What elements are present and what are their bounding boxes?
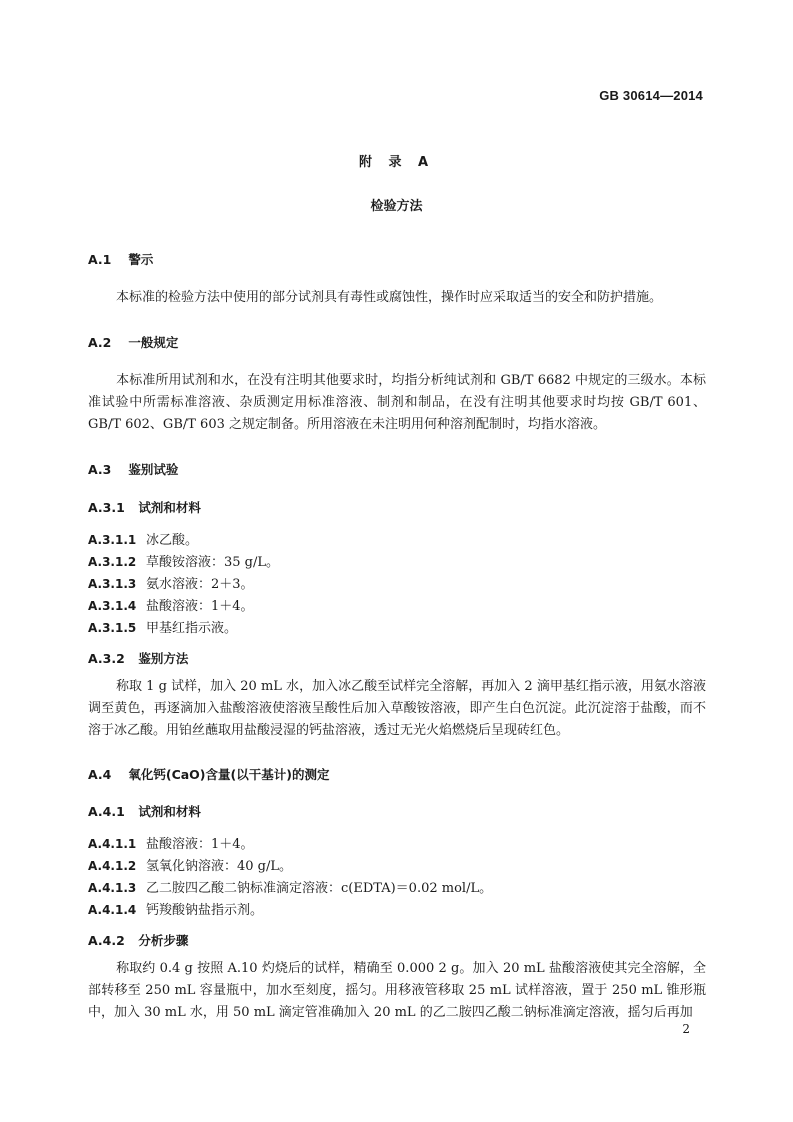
section-title: 鉴别方法 bbox=[138, 651, 189, 666]
section-title: 鉴别试验 bbox=[128, 462, 179, 477]
section-heading-a31 bbox=[88, 498, 201, 516]
section-title: 试剂和材料 bbox=[138, 804, 201, 819]
list-item bbox=[88, 855, 292, 874]
section-number: A.4 bbox=[88, 767, 112, 782]
list-item bbox=[88, 617, 237, 636]
item-number: A.4.1.4 bbox=[88, 903, 137, 917]
section-title: 警示 bbox=[128, 252, 154, 267]
item-number: A.4.1.2 bbox=[88, 859, 137, 873]
standard-code: GB 30614—2014 bbox=[599, 88, 703, 103]
section-number: A.3.1 bbox=[88, 500, 125, 515]
item-number: A.4.1.1 bbox=[88, 837, 137, 851]
item-number: A.3.1.1 bbox=[88, 533, 137, 547]
item-text: 氨水溶液：2＋3。 bbox=[146, 577, 254, 592]
section-heading-a3 bbox=[88, 460, 178, 478]
section-heading-a42 bbox=[88, 931, 188, 949]
item-number: A.3.1.2 bbox=[88, 555, 137, 569]
section-number: A.4.2 bbox=[88, 933, 125, 948]
section-number: A.3 bbox=[88, 462, 112, 477]
item-number: A.3.1.5 bbox=[88, 621, 137, 635]
item-number: A.3.1.3 bbox=[88, 577, 137, 591]
item-text: 氢氧化钠溶液：40 g/L。 bbox=[146, 859, 293, 874]
section-number: A.4.1 bbox=[88, 804, 125, 819]
appendix-label: 附 录 A bbox=[358, 155, 435, 170]
paragraph-a42 bbox=[88, 958, 706, 1024]
list-item bbox=[88, 529, 198, 548]
appendix-title: 检验方法 bbox=[370, 199, 423, 214]
section-heading-a32 bbox=[88, 649, 188, 667]
paragraph-text: 本标准所用试剂和水，在没有注明其他要求时，均指分析纯试剂和 GB/T 6682 中规定的三级水。本标准试验中所需标准溶液、杂质测定用标准溶液、制剂和制品，在没有注明其他要求时均按 GB/T 601、GB/T 602、GB/T 603 之规定制备。所用溶液在未注明用何种溶剂配制时，均指水溶液。 bbox=[88, 373, 706, 432]
item-text: 甲基红指示液。 bbox=[146, 621, 238, 636]
section-title: 试剂和材料 bbox=[138, 500, 201, 515]
section-heading-a1 bbox=[88, 250, 153, 268]
item-number: A.4.1.3 bbox=[88, 881, 137, 895]
list-item bbox=[88, 833, 254, 852]
paragraph-text: 称取 1 g 试样，加入 20 mL 水，加入冰乙酸至试样完全溶解，再加入 2 滴甲基红指示液，用氨水溶液调至黄色，再逐滴加入盐酸溶液使溶液呈酸性后加入草酸铵溶液，即产生白色沉淀。此沉淀溶于盐酸，而不溶于冰乙酸。用铂丝蘸取用盐酸浸湿的钙盐溶液，透过无光火焰燃烧后呈现砖红色。 bbox=[88, 679, 706, 738]
section-title: 氧化钙(CaO)含量(以干基计)的测定 bbox=[128, 767, 330, 782]
section-number: A.1 bbox=[88, 252, 112, 267]
section-title: 分析步骤 bbox=[138, 933, 189, 948]
paragraph-a1 bbox=[88, 287, 706, 309]
list-item bbox=[88, 595, 254, 614]
section-heading-a2 bbox=[88, 333, 178, 351]
paragraph-text: 本标准的检验方法中使用的部分试剂具有毒性或腐蚀性，操作时应采取适当的安全和防护措施。 bbox=[116, 290, 663, 305]
item-text: 钙羧酸钠盐指示剂。 bbox=[146, 903, 264, 918]
item-number: A.3.1.4 bbox=[88, 599, 137, 613]
paragraph-text: 称取约 0.4 g 按照 A.10 灼烧后的试样，精确至 0.000 2 g。加入 20 mL 盐酸溶液使其完全溶解，全部转移至 250 mL 容量瓶中，加水至刻度，摇匀。用移液管移取 25 mL 试样溶液，置于 250 mL 锥形瓶中，加入 30 mL 水，用 50 mL 滴定管准确加入 20 mL 的乙二胺四乙酸二钠标准滴定溶液，摇匀后再加 bbox=[88, 961, 706, 1020]
list-item bbox=[88, 877, 492, 896]
item-text: 盐酸溶液：1＋4。 bbox=[146, 837, 254, 852]
section-title: 一般规定 bbox=[128, 335, 179, 350]
list-item bbox=[88, 551, 279, 570]
paragraph-a2 bbox=[88, 370, 706, 436]
section-number: A.3.2 bbox=[88, 651, 125, 666]
item-text: 乙二胺四乙酸二钠标准滴定溶液：c(EDTA)＝0.02 mol/L。 bbox=[146, 881, 493, 896]
section-heading-a4 bbox=[88, 765, 329, 783]
list-item bbox=[88, 573, 254, 592]
item-text: 草酸铵溶液：35 g/L。 bbox=[146, 555, 280, 570]
item-text: 冰乙酸。 bbox=[146, 533, 199, 548]
list-item bbox=[88, 899, 263, 918]
paragraph-a32 bbox=[88, 676, 706, 742]
section-number: A.2 bbox=[88, 335, 112, 350]
item-text: 盐酸溶液：1＋4。 bbox=[146, 599, 254, 614]
section-heading-a41 bbox=[88, 802, 201, 820]
page-number: 2 bbox=[682, 1022, 690, 1036]
